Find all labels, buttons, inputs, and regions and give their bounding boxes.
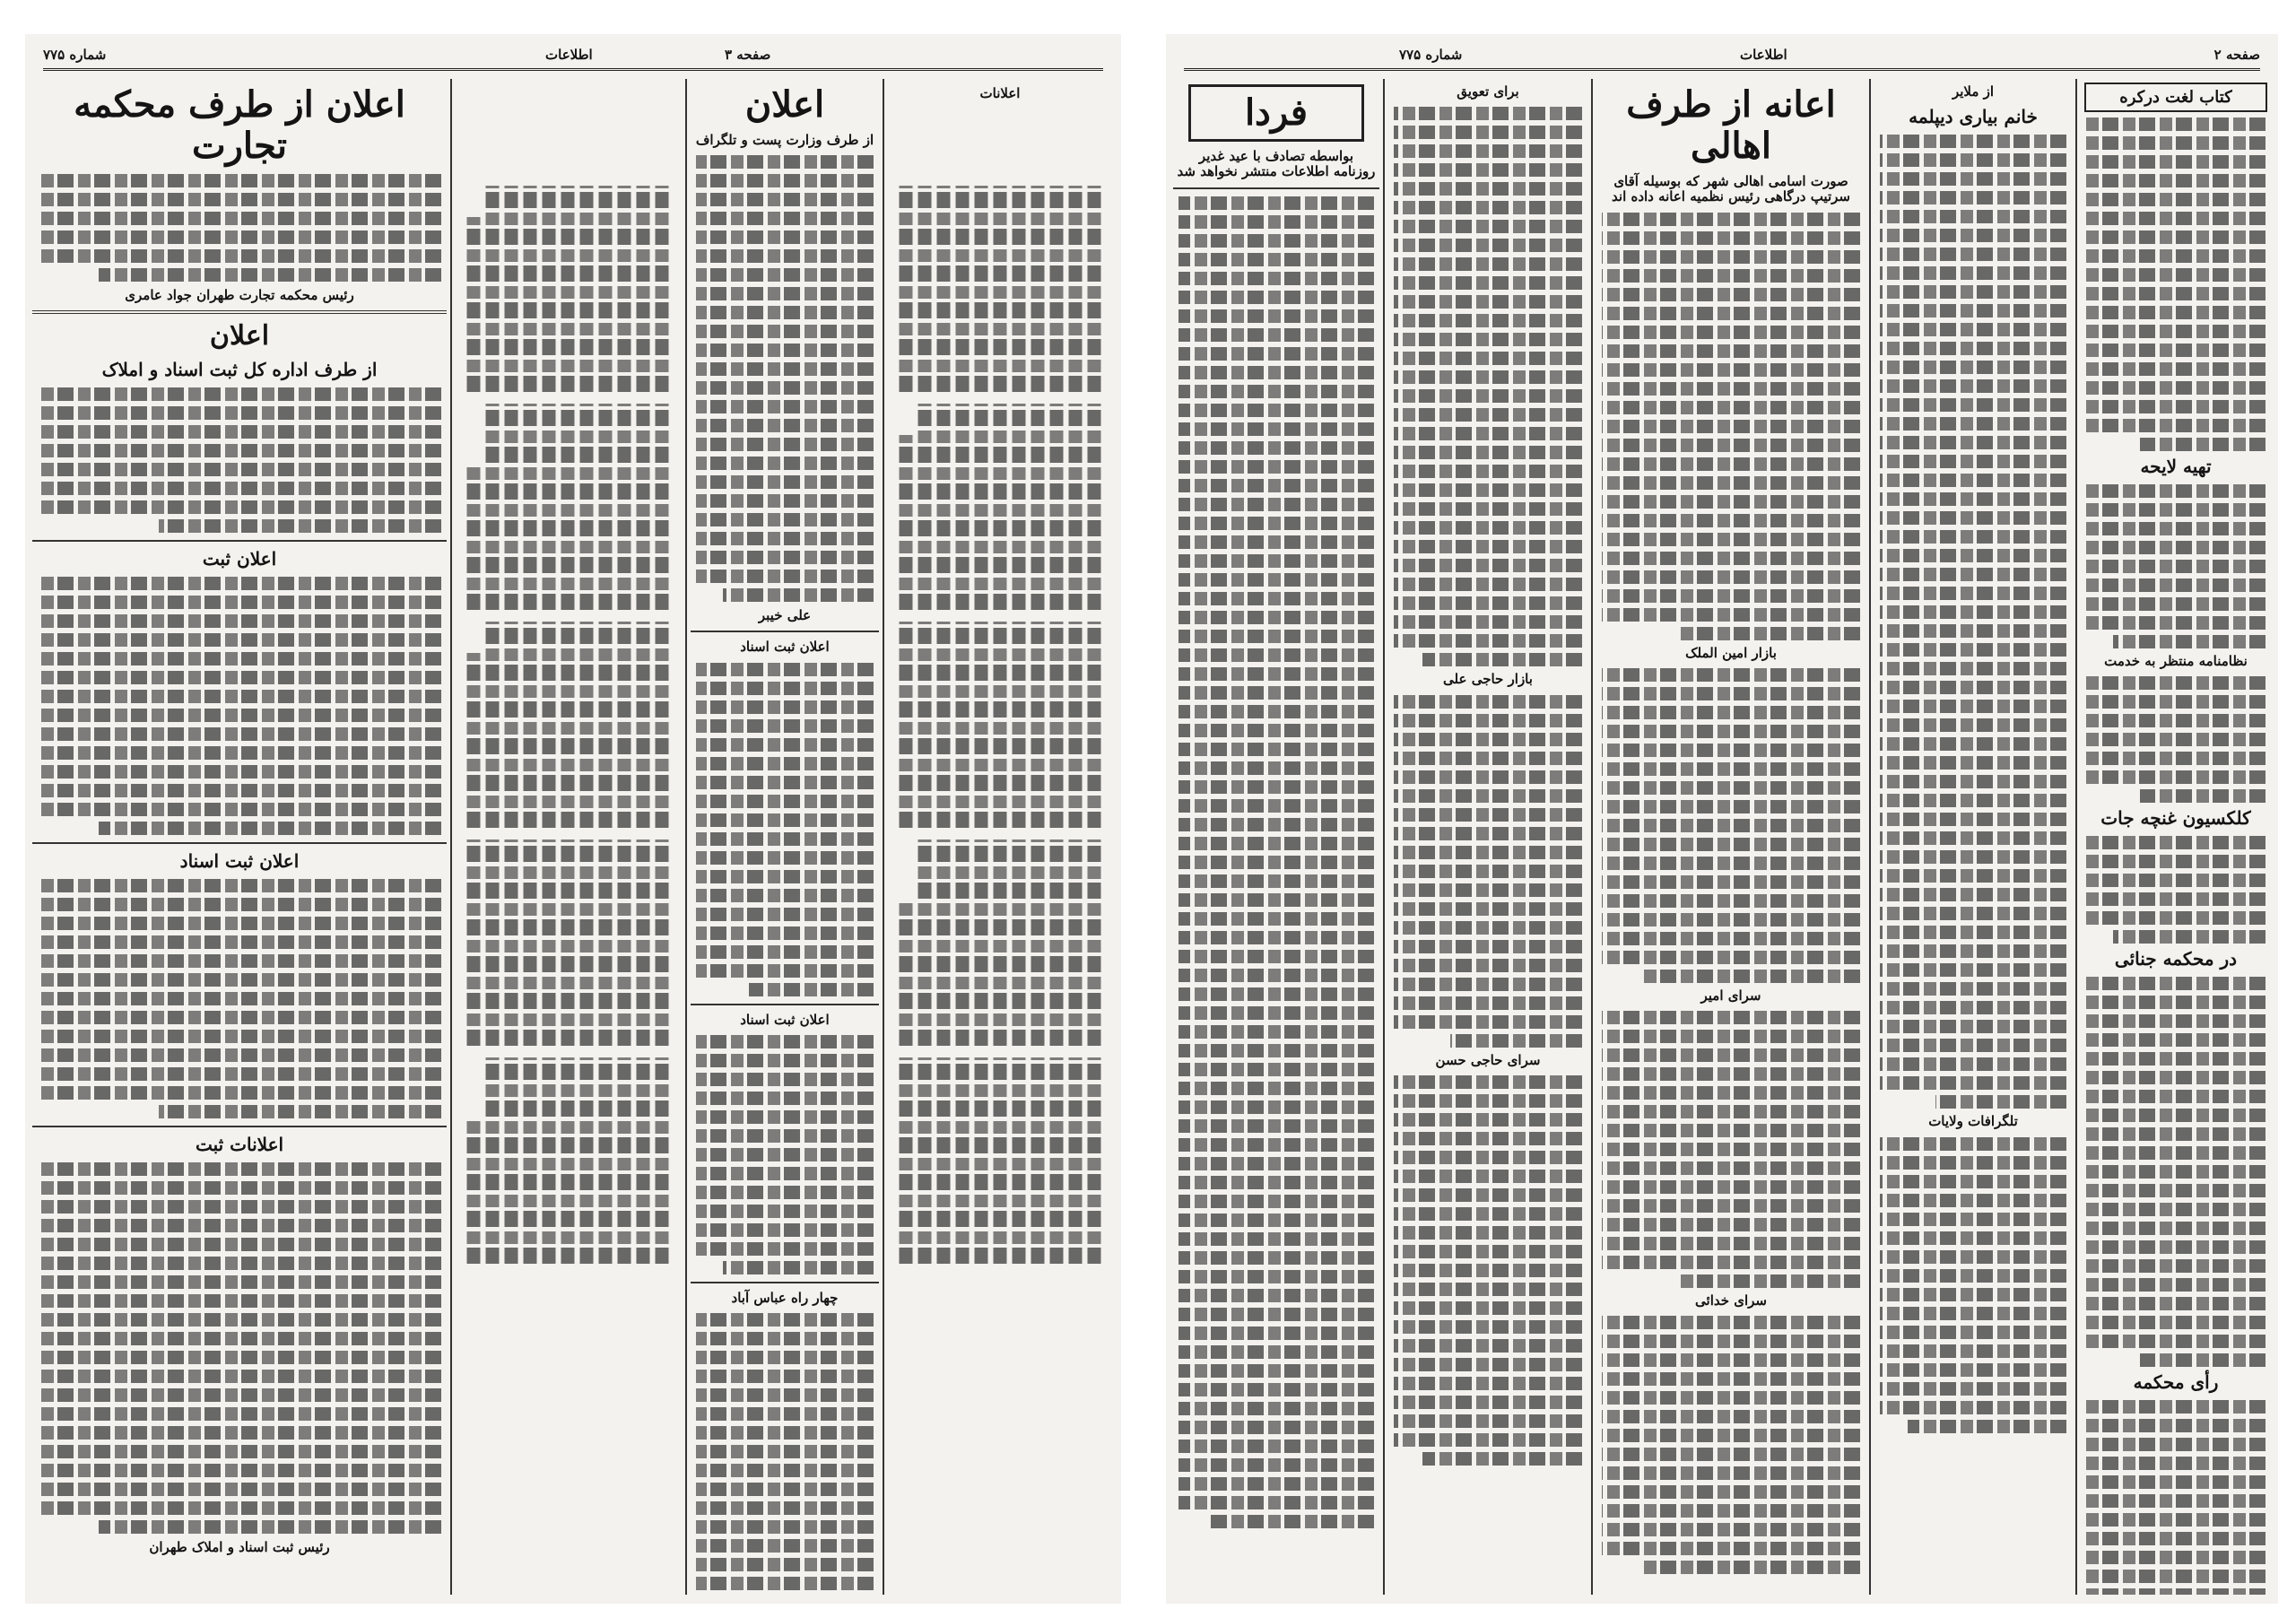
announcements-label: اعلانات bbox=[979, 85, 1021, 101]
court-signature: رئیس محکمه تجارت طهران جواد عامری bbox=[125, 287, 354, 303]
issue-number: شماره ۷۷۵ bbox=[1399, 47, 1463, 63]
right-masthead bbox=[1184, 43, 2260, 71]
page-number: صفحه ۳ bbox=[725, 47, 771, 63]
rotated-announcements-column bbox=[888, 79, 1112, 1595]
issue-number: شماره ۷۷۵ bbox=[43, 47, 107, 63]
col-d-sub1: بازار حاجی علی bbox=[1443, 671, 1533, 688]
donations-intro: صورت اسامی اهالی شهر که بوسیله آقای سرتیپ درگاهی رئیس نظمیه اعانه داده اند bbox=[1612, 173, 1850, 205]
left-masthead bbox=[43, 43, 1103, 71]
malayer-title: از ملایر bbox=[1952, 83, 1995, 100]
page-number: صفحه ۲ bbox=[2213, 47, 2260, 63]
registry-notice-sub1: اعلان ثبت bbox=[202, 547, 277, 570]
col-a-sub1: تهیه لایحه bbox=[2140, 456, 2212, 477]
public-donations-column bbox=[1596, 79, 1866, 1595]
farda-column bbox=[1173, 79, 1379, 1595]
left-newspaper-page bbox=[25, 34, 1121, 1604]
post-notice-title: اعلان bbox=[744, 83, 825, 126]
registry-notice-title: اعلان bbox=[209, 320, 270, 352]
farda-subtitle: بواسطه تصادف با عید غدیر روزنامه اطلاعات منتشر نخواهد شد bbox=[1177, 148, 1376, 180]
dictionary-column bbox=[2081, 79, 2271, 1595]
right-newspaper-page bbox=[1166, 34, 2278, 1604]
malayer-sub2: تلگرافات ولایات bbox=[1928, 1113, 2018, 1130]
registry-notice-subtitle: از طرف اداره کل ثبت اسناد و املاک bbox=[101, 358, 378, 380]
donations-sub1: بازار امین الملک bbox=[1685, 644, 1777, 661]
post-notice-subtitle: از طرف وزارت پست و تلگراف bbox=[695, 132, 874, 148]
donations-title: اعانه از طرف اهالی bbox=[1626, 83, 1836, 167]
col-d-sub2: سرای حاجی حسن bbox=[1435, 1051, 1541, 1068]
registry-footer: رئیس ثبت اسناد و املاک طهران bbox=[149, 1538, 330, 1555]
col-a-sub2: نظامنامه منتظر به خدمت bbox=[2104, 653, 2248, 669]
registry-notice-sub2: اعلان ثبت اسناد bbox=[179, 849, 300, 872]
post-sub4: چهار راه عباس آباد bbox=[731, 1289, 839, 1306]
col-a-sub5: رأی محکمه bbox=[2133, 1371, 2219, 1394]
registry-notice-sub3: اعلانات ثبت bbox=[195, 1133, 284, 1155]
court-notice-column bbox=[32, 79, 447, 1595]
col-a-sub4: در محکمه جنائی bbox=[2114, 948, 2238, 970]
col-d-top-label: برای تعویق bbox=[1457, 83, 1519, 100]
dictionary-title: کتاب لغت درکره bbox=[2084, 83, 2267, 112]
donations-sub3: سرای خدائی bbox=[1695, 1292, 1767, 1309]
farda-title: فردا bbox=[1177, 84, 1376, 142]
donations-sub2: سرای امیر bbox=[1700, 987, 1761, 1004]
malayer-column bbox=[1874, 79, 2072, 1595]
rotated-notices-column bbox=[456, 79, 680, 1595]
malayer-sub1: خانم بیاری دیپلمه bbox=[1909, 106, 2038, 128]
post-signature: علی خیبر bbox=[758, 607, 812, 624]
col-a-sub3: کلکسیون غنچه جات bbox=[2100, 807, 2251, 830]
donations-list-column bbox=[1388, 79, 1587, 1595]
paper-name: اطلاعات bbox=[1740, 47, 1787, 63]
post-telegraph-column bbox=[691, 79, 879, 1595]
paper-name: اطلاعات bbox=[545, 47, 593, 63]
post-sub3: اعلان ثبت اسناد bbox=[740, 1011, 830, 1028]
court-notice-title: اعلان از طرف محکمه تجارت bbox=[74, 83, 405, 167]
post-sub2: اعلان ثبت اسناد bbox=[740, 639, 830, 656]
